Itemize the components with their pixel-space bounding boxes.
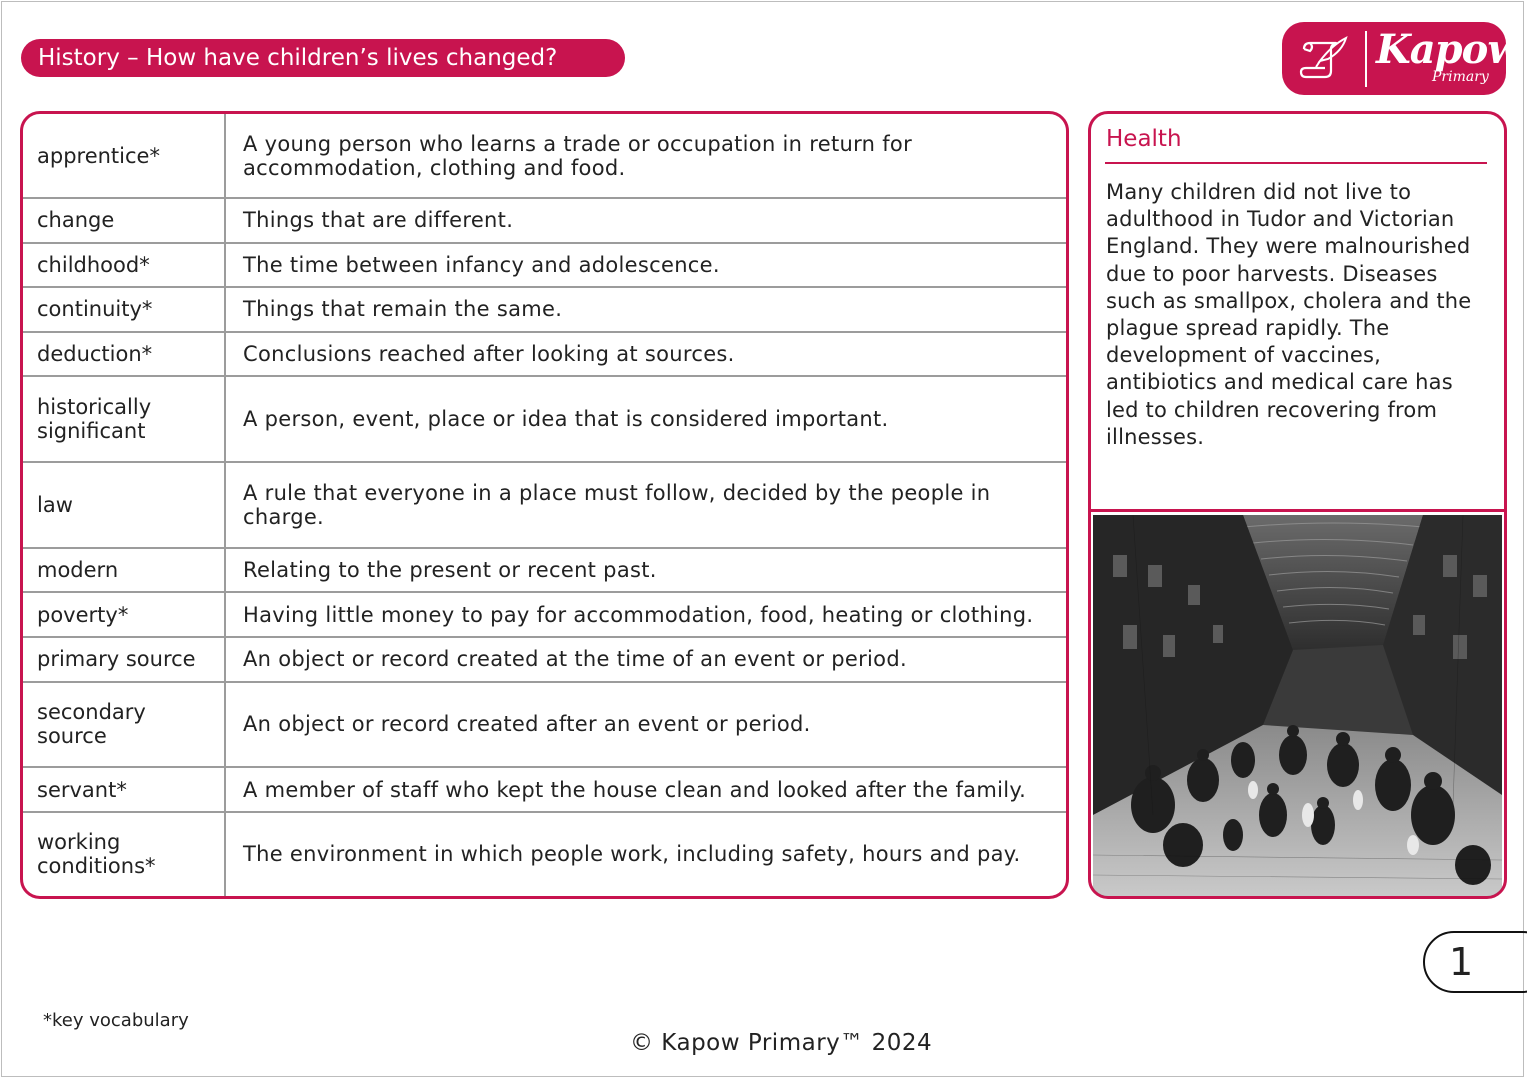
vocabulary-definition: Having little money to pay for accommodation, food, heating or clothing. xyxy=(225,592,1066,637)
vocabulary-term: apprentice* xyxy=(23,114,225,198)
health-title-underline xyxy=(1105,162,1487,164)
copyright: © Kapow Primary™ 2024 xyxy=(630,1030,933,1056)
vocabulary-row xyxy=(23,637,1066,682)
page-number: 1 xyxy=(1423,931,1527,993)
vocabulary-table xyxy=(20,111,1069,899)
vocabulary-definition: A rule that everyone in a place must follow, decided by the people in charge. xyxy=(225,462,1066,548)
vocabulary-definition: Conclusions reached after looking at sources. xyxy=(225,332,1066,377)
health-title: Health xyxy=(1106,126,1182,152)
logo-brand: Kapow xyxy=(1376,26,1521,73)
logo-divider xyxy=(1365,31,1367,87)
vocabulary-term: secondary source xyxy=(23,682,225,768)
vocabulary-row xyxy=(23,767,1066,812)
vocabulary-term: modern xyxy=(23,548,225,593)
vocabulary-term: primary source xyxy=(23,637,225,682)
vocabulary-row xyxy=(23,592,1066,637)
vocabulary-definition: A member of staff who kept the house clean and looked after the family. xyxy=(225,767,1066,812)
vocabulary-term: servant* xyxy=(23,767,225,812)
page-title: History – How have children’s lives changed? xyxy=(21,39,625,77)
vocabulary-row xyxy=(23,198,1066,243)
vocabulary-row xyxy=(23,376,1066,462)
vocabulary-row xyxy=(23,812,1066,896)
vocabulary-row xyxy=(23,548,1066,593)
health-panel xyxy=(1088,111,1507,899)
vocabulary-definition: Things that remain the same. xyxy=(225,287,1066,332)
vocabulary-row xyxy=(23,287,1066,332)
vocabulary-term: poverty* xyxy=(23,592,225,637)
vocabulary-term: historically significant xyxy=(23,376,225,462)
vocabulary-row xyxy=(23,332,1066,377)
health-text: Many children did not live to adulthood in Tudor and Victorian England. They were malnourished due to poor harvests. Diseases such as smallpox, cholera and the plague spread rapidly. The development of vaccines, antibiotics and medical care has led to children recovering from illnesses. xyxy=(1106,180,1472,449)
vocabulary-definition: Things that are different. xyxy=(225,198,1066,243)
vocabulary-definition: The environment in which people work, including safety, hours and pay. xyxy=(243,842,1021,867)
kapow-logo xyxy=(1282,22,1521,95)
vocabulary-rows xyxy=(23,114,1066,896)
vocabulary-row xyxy=(23,243,1066,288)
vocabulary-term: change xyxy=(23,198,225,243)
vocabulary-definition: Relating to the present or recent past. xyxy=(225,548,1066,593)
vocabulary-row xyxy=(23,682,1066,768)
scroll-and-quill-icon xyxy=(1298,35,1350,83)
vocabulary-term: law xyxy=(23,462,225,548)
logo-sub: Primary xyxy=(1432,69,1489,85)
vocabulary-definition: A person, event, place or idea that is considered important. xyxy=(225,376,1066,462)
vocabulary-definition: An object or record created at the time of an event or period. xyxy=(225,637,1066,682)
vocabulary-term: continuity* xyxy=(23,287,225,332)
victorian-street-engraving xyxy=(1093,515,1502,896)
vocabulary-definition: A young person who learns a trade or occupation in return for accommodation, clothing and food. xyxy=(225,114,1066,198)
vocabulary-definition: An object or record created after an event or period. xyxy=(225,682,1066,768)
vocabulary-row xyxy=(23,462,1066,548)
key-vocabulary-note: *key vocabulary xyxy=(43,1010,189,1031)
vocabulary-row xyxy=(23,114,1066,198)
vocabulary-term: deduction* xyxy=(23,332,225,377)
vocabulary-definition: The time between infancy and adolescence. xyxy=(225,243,1066,288)
vocabulary-term: working conditions* xyxy=(23,812,225,896)
vocabulary-term: childhood* xyxy=(23,243,225,288)
health-divider xyxy=(1091,509,1504,512)
